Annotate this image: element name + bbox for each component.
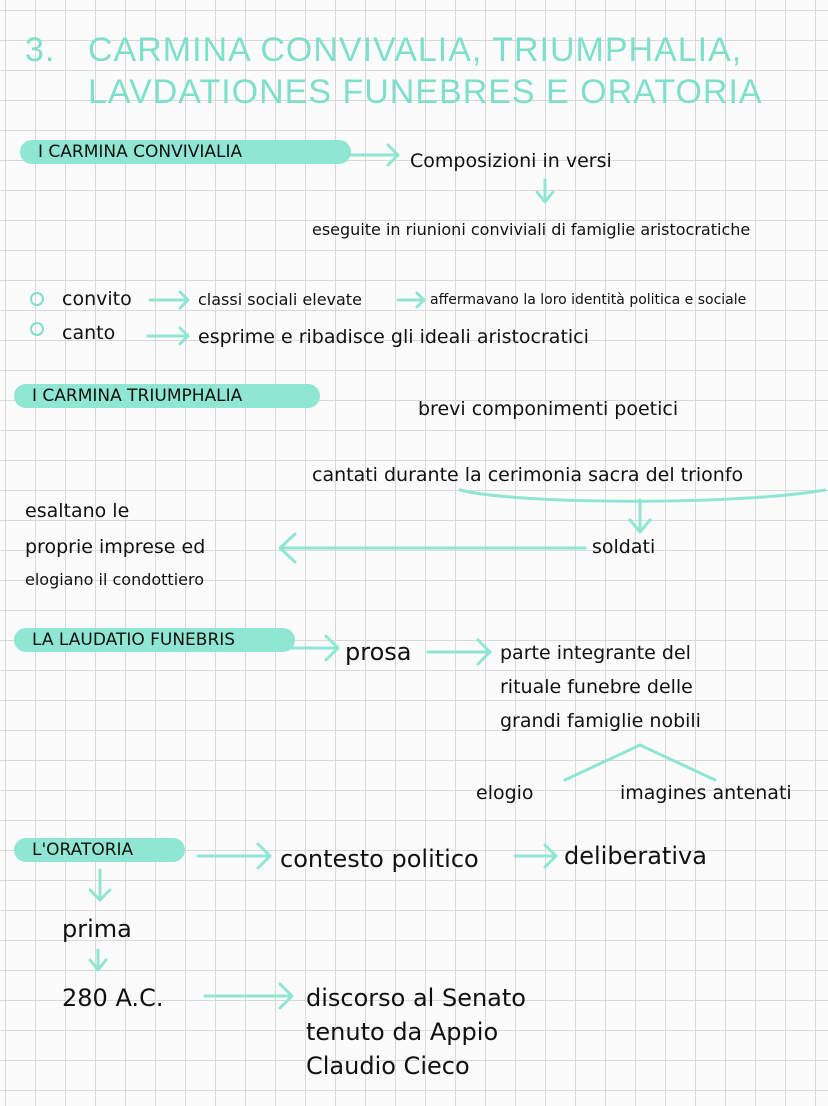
composition-text: Composizioni in versi <box>410 150 612 172</box>
title-number: 3. <box>25 31 56 69</box>
arrow-right-icon <box>428 640 490 664</box>
arrow-right-icon <box>515 845 556 867</box>
brace-curve <box>460 490 825 501</box>
executed-text: eseguite in riunioni conviviali di famiglie aristocratiche <box>312 220 751 239</box>
arrow-right-icon <box>292 636 338 660</box>
bullet-a-convito: classi sociali elevate <box>198 290 362 309</box>
arrow-right-icon <box>205 984 292 1008</box>
section-heading-triumphalia: I CARMINA TRIUMPHALIA <box>14 384 320 408</box>
exalt-line-2: proprie imprese ed <box>25 536 206 558</box>
bullet-a-canto: esprime e ribadisce gli ideali aristocratici <box>198 326 589 348</box>
bullet-term-convito: convito <box>62 288 132 310</box>
bullet-b-convito: affermavano la loro identità politica e sociale <box>430 292 747 308</box>
arrow-down-icon <box>630 500 650 532</box>
arrow-down-icon <box>90 950 106 970</box>
title-line-1: CARMINA CONVIVALIA, TRIUMPHALIA, <box>88 31 743 69</box>
speech-line-3: Claudio Cieco <box>306 1052 470 1080</box>
praise-text: elogio <box>476 782 534 804</box>
speech-line-1: discorso al Senato <box>306 984 526 1012</box>
arrow-right-icon <box>398 293 424 307</box>
sung-text: cantati durante la cerimonia sacra del trionfo <box>312 464 744 486</box>
arrow-down-icon <box>537 180 553 202</box>
imagines-text: imagines antenati <box>620 782 792 804</box>
short-poems-text: brevi componimenti poetici <box>418 398 679 420</box>
bullet-term-canto: canto <box>62 322 116 344</box>
type-text: deliberativa <box>564 842 707 870</box>
exalt-line-3: elogiano il condottiero <box>25 570 204 589</box>
branch-line <box>640 745 715 780</box>
section-heading-oratoria: L'ORATORIA <box>14 838 185 862</box>
arrow-right-icon <box>150 292 188 308</box>
section-heading-convivialia: I CARMINA CONVIVIALIA <box>20 140 351 164</box>
arrow-right-icon <box>350 145 398 165</box>
branch-line <box>565 745 640 780</box>
speech-line-2: tenuto da Appio <box>306 1018 499 1046</box>
arrow-right-icon <box>148 328 188 344</box>
year-text: 280 A.C. <box>62 984 164 1012</box>
context-text: contesto politico <box>280 845 479 873</box>
arrow-down-icon <box>90 870 110 900</box>
soldiers-text: soldati <box>592 536 656 558</box>
prose-text: prosa <box>345 638 412 666</box>
arrow-left-icon <box>280 534 585 562</box>
before-text: prima <box>62 915 132 943</box>
part-line-2: rituale funebre delle <box>500 676 693 698</box>
exalt-line-1: esaltano le <box>25 500 130 522</box>
arrow-right-icon <box>198 844 270 868</box>
part-line-3: grandi famiglie nobili <box>500 710 701 732</box>
part-line-1: parte integrante del <box>500 642 691 664</box>
title-line-2: LAVDATIONES FUNEBRES E ORATORIA <box>88 73 763 111</box>
section-heading-laudatio: LA LAUDATIO FUNEBRIS <box>14 628 295 652</box>
